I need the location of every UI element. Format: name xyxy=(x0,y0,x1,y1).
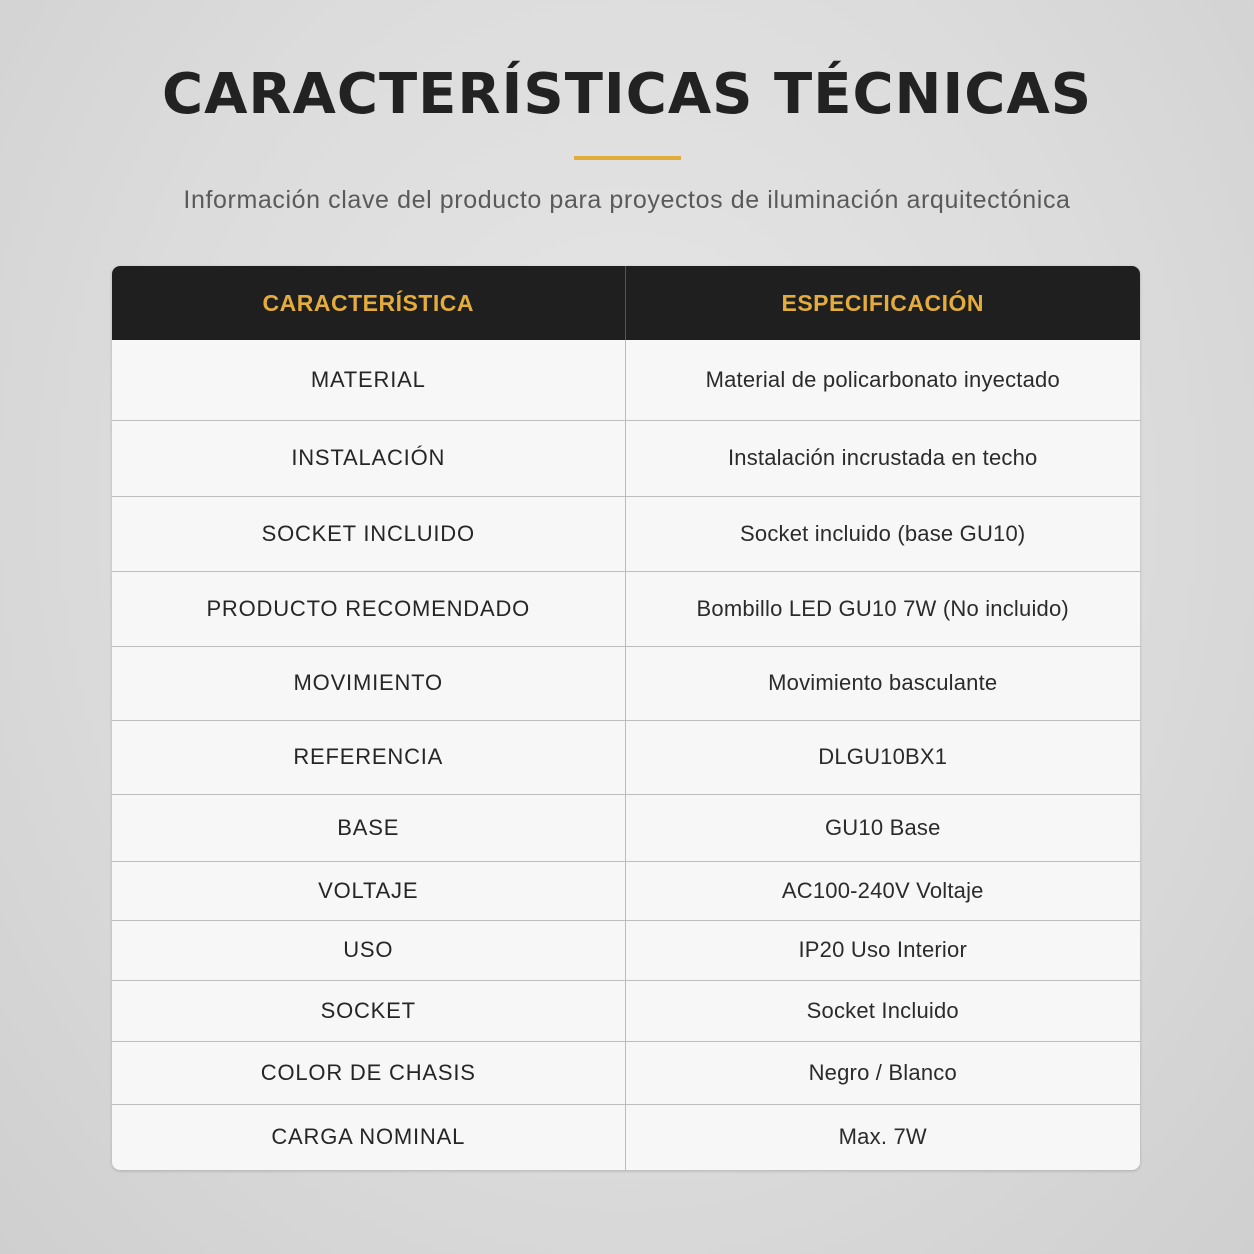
feature-cell: BASE xyxy=(112,794,625,861)
feature-cell: USO xyxy=(112,920,625,980)
spec-cell: Socket Incluido xyxy=(625,980,1140,1041)
table-row xyxy=(112,794,1140,861)
feature-cell: SOCKET INCLUIDO xyxy=(112,496,625,571)
feature-cell: MOVIMIENTO xyxy=(112,646,625,720)
feature-cell: CARGA NOMINAL xyxy=(112,1104,625,1170)
spec-cell: DLGU10BX1 xyxy=(625,720,1140,794)
table-row xyxy=(112,720,1140,794)
column-header-feature: CARACTERÍSTICA xyxy=(112,266,625,340)
spec-cell: Instalación incrustada en techo xyxy=(625,420,1140,496)
table-row xyxy=(112,920,1140,980)
feature-cell: COLOR DE CHASIS xyxy=(112,1041,625,1104)
column-header-spec: ESPECIFICACIÓN xyxy=(625,266,1140,340)
table-row xyxy=(112,496,1140,571)
table-body xyxy=(112,340,1140,1170)
spec-cell: Socket incluido (base GU10) xyxy=(625,496,1140,571)
table-row xyxy=(112,646,1140,720)
spec-cell: Negro / Blanco xyxy=(625,1041,1140,1104)
spec-cell: Movimiento basculante xyxy=(625,646,1140,720)
feature-cell: VOLTAJE xyxy=(112,861,625,920)
title-accent-divider xyxy=(574,156,681,160)
table-row xyxy=(112,1041,1140,1104)
table-row xyxy=(112,420,1140,496)
table-row xyxy=(112,1104,1140,1170)
feature-cell: MATERIAL xyxy=(112,340,625,420)
table-header xyxy=(112,266,1140,340)
spec-cell: Bombillo LED GU10 7W (No incluido) xyxy=(625,571,1140,646)
spec-cell: AC100-240V Voltaje xyxy=(625,861,1140,920)
table-row xyxy=(112,861,1140,920)
table-row xyxy=(112,340,1140,420)
feature-cell: REFERENCIA xyxy=(112,720,625,794)
specifications-table xyxy=(112,266,1140,1170)
table-row xyxy=(112,980,1140,1041)
page-subtitle: Información clave del producto para proyectos de iluminación arquitectónica xyxy=(183,186,1071,214)
page-title: CARACTERÍSTICAS TÉCNICAS xyxy=(161,62,1093,127)
spec-cell: IP20 Uso Interior xyxy=(625,920,1140,980)
spec-cell: GU10 Base xyxy=(625,794,1140,861)
spec-cell: Material de policarbonato inyectado xyxy=(705,366,1060,392)
feature-cell: SOCKET xyxy=(112,980,625,1041)
feature-cell: INSTALACIÓN xyxy=(112,420,625,496)
table-row xyxy=(112,571,1140,646)
table-header-row xyxy=(112,266,1140,340)
spec-cell: Max. 7W xyxy=(625,1104,1140,1170)
feature-cell: PRODUCTO RECOMENDADO xyxy=(112,571,625,646)
